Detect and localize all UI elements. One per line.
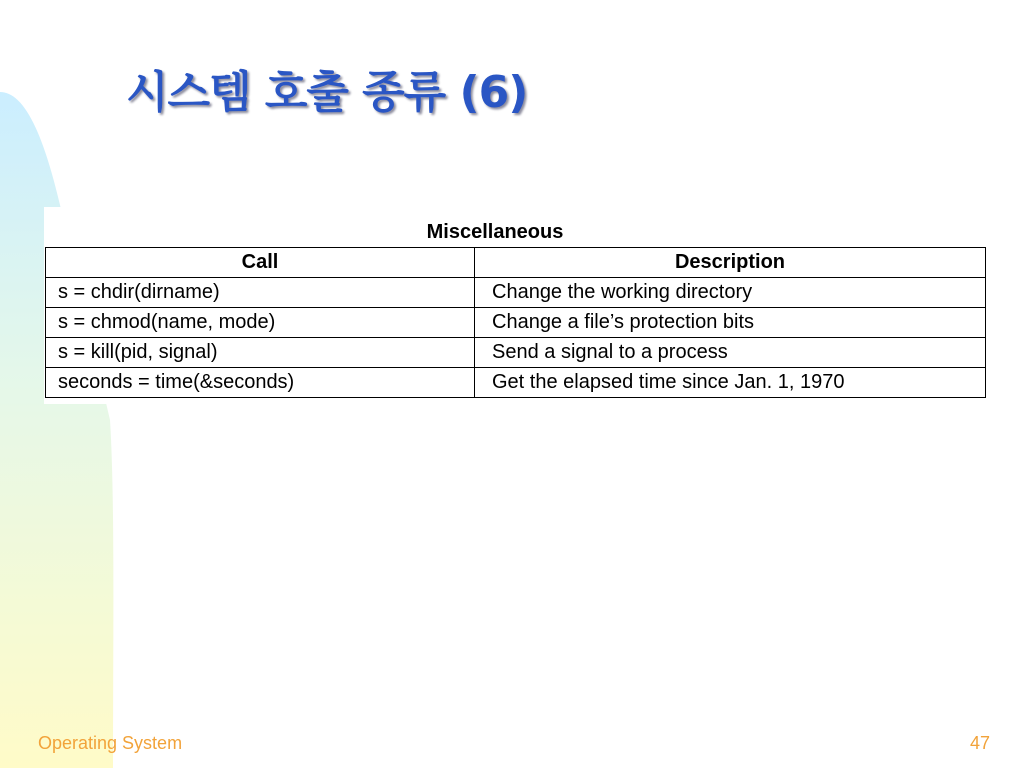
table-row bbox=[46, 368, 986, 398]
header-call: Call bbox=[46, 248, 475, 278]
table-row bbox=[46, 278, 986, 308]
table-header-row bbox=[46, 248, 986, 278]
call-cell: s = chmod(name, mode) bbox=[46, 308, 475, 338]
call-cell: s = chdir(dirname) bbox=[46, 278, 475, 308]
header-description: Description bbox=[475, 248, 986, 278]
description-cell: Send a signal to a process bbox=[475, 338, 986, 368]
syscall-table bbox=[45, 247, 986, 398]
description-cell: Change the working directory bbox=[475, 278, 986, 308]
call-cell: seconds = time(&seconds) bbox=[46, 368, 475, 398]
description-cell: Get the elapsed time since Jan. 1, 1970 bbox=[475, 368, 986, 398]
description-cell: Change a file’s protection bits bbox=[475, 308, 986, 338]
footer-course-name: Operating System bbox=[38, 733, 183, 753]
table-row bbox=[46, 338, 986, 368]
table-caption: Miscellaneous bbox=[426, 221, 564, 243]
call-cell: s = kill(pid, signal) bbox=[46, 338, 475, 368]
table-row bbox=[46, 308, 986, 338]
footer-page-number: 47 bbox=[969, 733, 990, 753]
slide-title: 시스템 호출 종류 (6) bbox=[126, 67, 528, 118]
